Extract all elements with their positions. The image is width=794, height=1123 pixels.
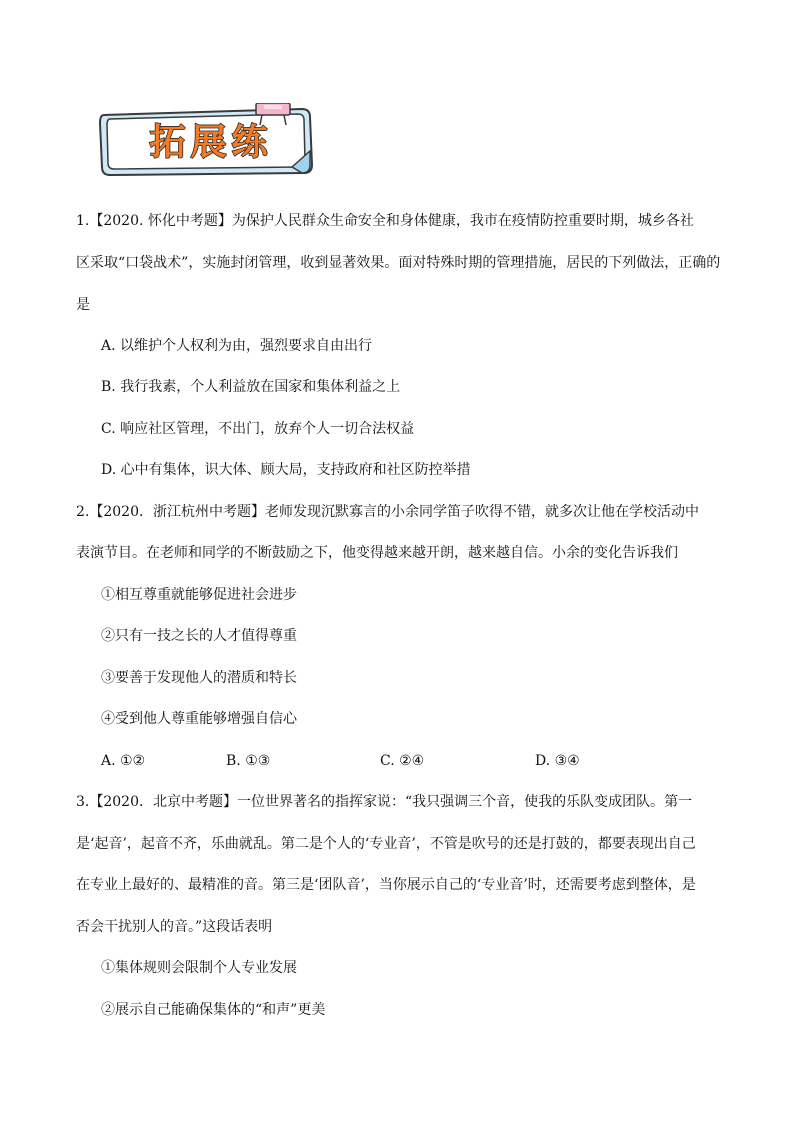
q2-statement-1: ①相互尊重就能够促进社会进步: [101, 587, 297, 603]
q2-option-c: C. ②④: [380, 753, 425, 769]
q3-stem-line-1: 3.【2020．北京中考题】一位世界著名的指挥家说：“我只强调三个音，使我的乐队变成团队。第一: [76, 794, 693, 810]
q1-option-a: A. 以维护个人权利为由，强烈要求自由出行: [101, 338, 373, 354]
q3-statement-2: ②展示自己能确保集体的“和声”更美: [101, 1002, 326, 1018]
section-banner: [96, 103, 318, 179]
q3-statement-1: ①集体规则会限制个人专业发展: [101, 960, 297, 976]
q3-stem-line-4: 否会干扰别人的音。”这段话表明: [76, 919, 273, 935]
q2-stem-line-2: 表演节目。在老师和同学的不断鼓励之下，他变得越来越开朗，越来越自信。小余的变化告诉我们: [76, 545, 678, 561]
q1-option-b: B. 我行我素，个人利益放在国家和集体利益之上: [101, 379, 401, 395]
q3-stem-line-2: 是‘起音’，起音不齐，乐曲就乱。第二是个人的‘专业音’，不管是吹号的还是打鼓的，都要表现出自己: [76, 836, 696, 852]
q2-stem-line-1: 2.【2020．浙江杭州中考题】老师发现沉默寡言的小余同学笛子吹得不错，就多次让他在学校活动中: [76, 504, 699, 520]
q1-stem-line-1: 1.【2020. 怀化中考题】为保护人民群众生命安全和身体健康，我市在疫情防控重要时期，城乡各社: [76, 213, 694, 229]
section-title: 拓展练: [149, 122, 273, 163]
q2-option-b: B. ①③: [226, 753, 271, 769]
q2-statement-4: ④受到他人尊重能够增强自信心: [101, 711, 297, 727]
q2-option-a: A. ①②: [101, 753, 146, 769]
q2-statement-3: ③要善于发现他人的潜质和特长: [101, 670, 297, 686]
q1-stem-line-3: 是: [76, 297, 90, 313]
q1-option-c: C. 响应社区管理，不出门，放弃个人一切合法权益: [101, 421, 415, 437]
q1-option-d: D. 心中有集体，识大体、顾大局，支持政府和社区防控举措: [101, 462, 471, 478]
q1-stem-line-2: 区采取“口袋战术”，实施封闭管理，收到显著效果。面对特殊时期的管理措施，居民的下列做法，正确的: [76, 255, 721, 271]
q2-option-d: D. ③④: [535, 753, 580, 769]
q3-stem-line-3: 在专业上最好的、最精准的音。第三是‘团队音’，当你展示自己的‘专业音’时，还需要考虑到整体，是: [76, 877, 696, 893]
q2-statement-2: ②只有一技之长的人才值得尊重: [101, 628, 297, 644]
